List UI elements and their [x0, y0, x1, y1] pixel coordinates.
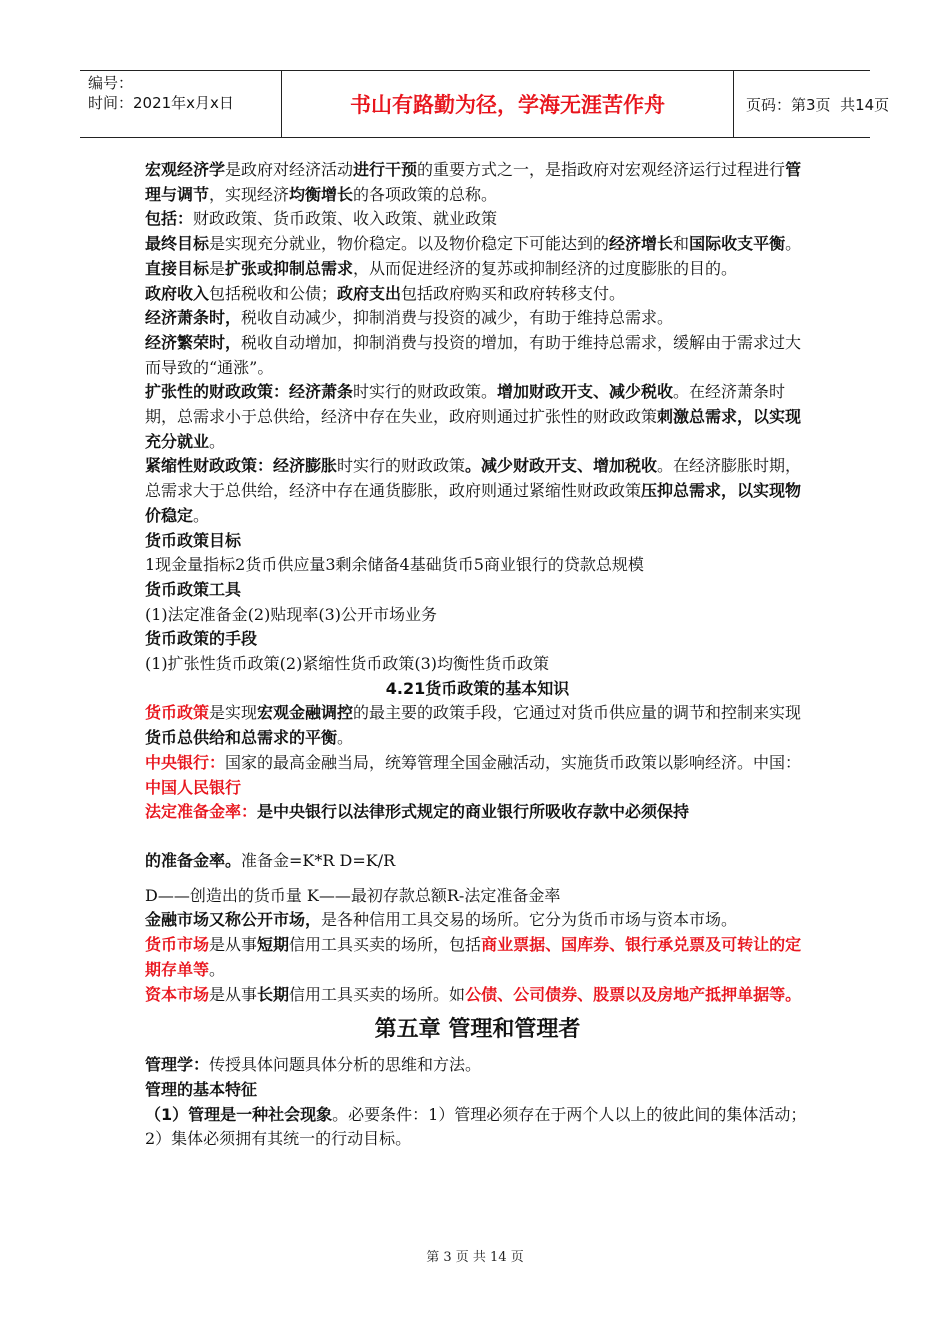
text: 是各种信用工具交易的场所。它分为货币市场与资本市场。 [321, 910, 738, 930]
term: 中央银行： [145, 752, 226, 772]
text: 。 [209, 431, 226, 451]
text: 。在经济膨胀时期，总需求大于总供给，经济中存在通货膨胀，政府则通过紧缩性财政政策 [145, 456, 802, 501]
paragraph-expansionary-fiscal [145, 380, 810, 454]
paragraph-capital-market [145, 983, 810, 1008]
text: 包括税收和公债； [209, 283, 338, 303]
text: 税收自动减少，抑制消费与投资的减少，有助于维持总需求。 [241, 308, 674, 328]
paragraph-reserve-formula [145, 849, 810, 874]
footer-page-number: 第 3 页 共 14 页 [426, 1250, 524, 1265]
term: 政府支出 [337, 283, 402, 303]
paragraph-boom [145, 331, 810, 380]
term: 包括： [145, 209, 194, 229]
text: 是从事 [209, 935, 258, 955]
text: 的各项政策的总称。 [353, 184, 498, 204]
text: 包括政府购买和政府转移支付。 [401, 283, 626, 303]
term: 公债、公司债券、股票以及房地产抵押单据等。 [465, 984, 802, 1004]
text: 传授具体问题具体分析的思维和方法。 [209, 1055, 482, 1075]
term: 货币政策 [145, 703, 210, 723]
paragraph-formula-legend: D——创造出的货币量 K——最初存款总额R-法定准备金率 [145, 885, 561, 905]
paragraph-contractionary-fiscal [145, 454, 810, 528]
heading-management-features: 管理的基本特征 [145, 1079, 258, 1099]
text: ，实现经济 [209, 184, 290, 204]
number-label: 编号： [88, 74, 134, 92]
text: 。 [209, 959, 226, 979]
term: 长期 [257, 984, 290, 1004]
paragraph-macro [145, 158, 810, 207]
paragraph-goals [145, 232, 810, 281]
term: 管理学： [145, 1055, 210, 1075]
term: 货币市场 [145, 935, 210, 955]
text: 。 [193, 505, 210, 525]
header-page-info [734, 71, 890, 137]
term: 资本市场 [145, 984, 210, 1004]
paragraph-management-science [145, 1053, 810, 1078]
paragraph-includes [145, 207, 810, 232]
text: 的重要方式之一，是指政府对宏观经济运行过程进行 [417, 160, 786, 179]
text: 税收自动增加，抑制消费与投资的增加，有助于维持总需求，缓解由于需求过大而导致的“通涨”。 [145, 332, 802, 377]
text: 是实现充分就业，物价稳定。以及物价稳定下可能达到的 [209, 234, 610, 254]
term: 均衡增长 [289, 184, 354, 204]
term: 扩张性的财政政策：经济萧条 [145, 382, 354, 402]
heading-monetary-means: 货币政策的手段 [145, 629, 258, 649]
text: 时实行的财政政策 [337, 456, 466, 476]
paragraph-financial-market [145, 908, 810, 933]
text: 是 [209, 258, 226, 278]
term: （1）管理是一种社会现象 [145, 1104, 333, 1124]
term: 刺激总需求，以实现充分就业 [145, 407, 802, 451]
text: 财政政策、货币政策、收入政策、就业政策 [193, 209, 498, 229]
header-motto: 书山有路勤为径，学海无涯苦作舟 [282, 71, 734, 137]
text: 是从事 [209, 984, 258, 1004]
term: 短期 [257, 935, 290, 955]
paragraph-gov-income [145, 282, 810, 307]
paragraph-recession [145, 306, 810, 331]
text: 。在经济萧条时期，总需求小于总供给，经济中存在失业，政府则通过扩张性的财政政策 [145, 382, 786, 427]
term: 扩张或抑制总需求 [225, 258, 354, 278]
paragraph-feature-1 [145, 1103, 810, 1152]
term: 货币总供给和总需求的平衡 [145, 728, 338, 748]
heading-monetary-tools: 货币政策工具 [145, 579, 242, 599]
paragraph-monetary-policy [145, 701, 810, 750]
text: 的最主要的政策手段，它通过对货币供应量的调节和控制来实现 [353, 703, 802, 723]
document-body [145, 158, 810, 1152]
paragraph-reserve-ratio [145, 800, 810, 825]
paragraph-money-market [145, 933, 810, 982]
term: 经济萧条时， [145, 308, 242, 328]
term: 政府收入 [145, 283, 210, 303]
term: 。减少财政开支、增加税收 [465, 456, 658, 476]
text: 是中央银行以法律形式规定的商业银行所吸收存款中必须保持 [257, 802, 690, 822]
term: 最终目标 [145, 234, 210, 254]
chapter-title: 第五章 管理和管理者 [374, 1017, 581, 1043]
paragraph-central-bank [145, 751, 810, 800]
text: 是政府对经济活动 [225, 160, 354, 179]
term: 法定准备金率： [145, 802, 258, 822]
term: 紧缩性财政政策：经济膨胀 [145, 456, 338, 476]
page-header [80, 70, 890, 138]
term: 宏观金融调控 [257, 703, 354, 723]
paragraph-monetary-targets: 1现金量指标2货币供应量3剩余储备4基础货币5商业银行的贷款总规模 [145, 555, 644, 575]
paragraph-monetary-tools: (1)法定准备金(2)贴现率(3)公开市场业务 [145, 604, 437, 624]
term: 进行干预 [353, 160, 418, 179]
header-meta [80, 71, 282, 137]
text: 。 [337, 728, 354, 748]
text: 时实行的财政政策。 [353, 382, 498, 402]
term: 增加财政开支、减少税收 [497, 382, 674, 402]
paragraph-monetary-means: (1)扩张性货币政策(2)紧缩性货币政策(3)均衡性货币政策 [145, 654, 549, 674]
text: 是实现 [209, 703, 258, 723]
term: 直接目标 [145, 258, 210, 278]
term: 宏观经济学 [145, 160, 226, 179]
text: 国家的最高金融当局，统筹管理全国金融活动，实施货币政策以影响经济。中国： [225, 752, 802, 772]
term: 经济繁荣时， [145, 332, 242, 352]
page-label: 页码：第3页 共14页 [746, 95, 890, 114]
term: 金融市场又称公开市场， [145, 910, 322, 930]
term: 压抑总需求，以实现物价稳定 [145, 481, 802, 525]
text: 准备金=K*R D=K/R [241, 850, 396, 870]
term: 的准备金率。 [145, 850, 242, 870]
page-footer [0, 1246, 950, 1265]
time-label: 时间：2021年x月x日 [88, 94, 234, 112]
text: 信用工具买卖的场所，包括 [289, 935, 482, 955]
term: 国际收支平衡 [689, 234, 786, 254]
text: 。 [785, 234, 802, 254]
term: 中国人民银行 [145, 777, 242, 797]
term: 经济增长 [609, 234, 674, 254]
term: 管理与调节 [145, 160, 802, 204]
text: 和 [673, 234, 690, 254]
heading-monetary-targets: 货币政策目标 [145, 530, 242, 550]
section-title: 4.21货币政策的基本知识 [385, 678, 570, 698]
text: 信用工具买卖的场所。如 [289, 984, 466, 1004]
text: ，从而促进经济的复苏或抑制经济的过度膨胀的目的。 [353, 258, 738, 278]
text: 。必要条件：1）管理必须存在于两个人以上的彼此间的集体活动；2）集体必须拥有其统一的行动目标。 [145, 1104, 807, 1149]
term: 商业票据、国库券、银行承兑票及可转让的定期存单等 [145, 935, 802, 979]
